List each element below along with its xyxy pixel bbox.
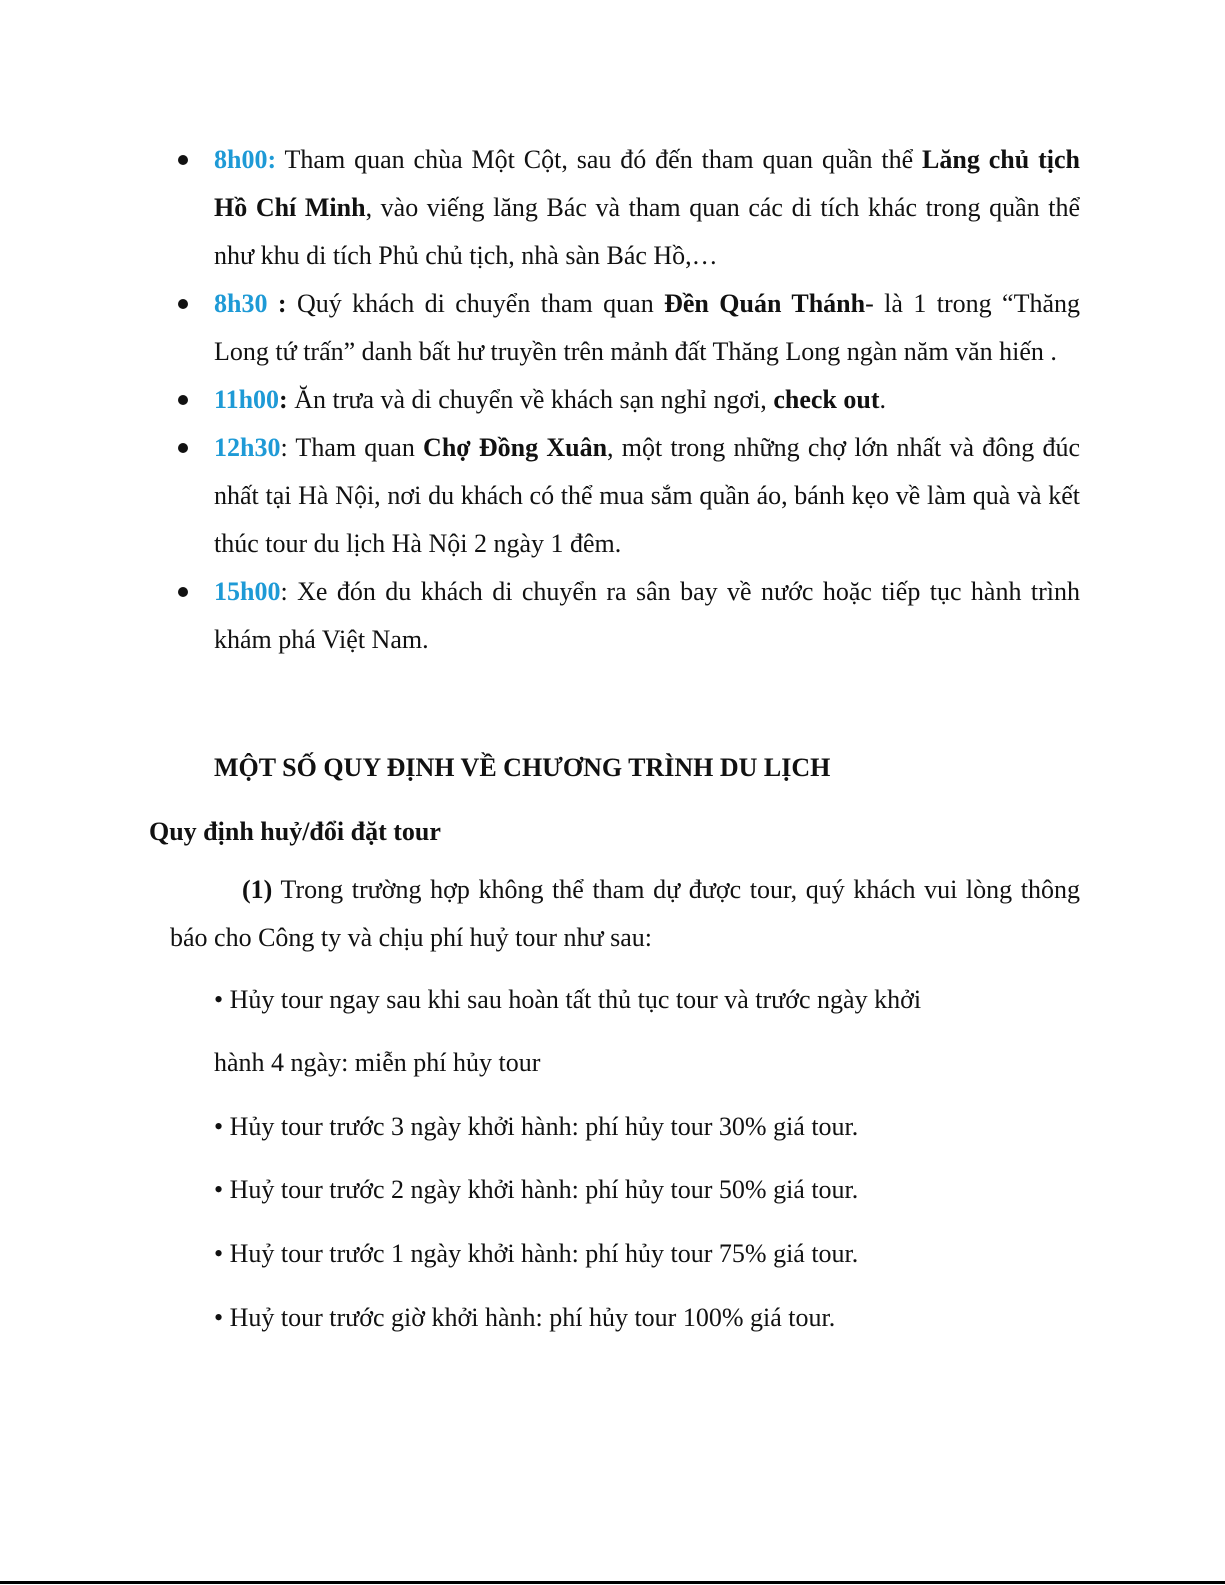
schedule-text: Ăn trưa và di chuyển về khách sạn nghỉ ngơi, xyxy=(287,385,774,414)
rule-line: • Huỷ tour trước 2 ngày khởi hành: phí hủy tour 50% giá tour. xyxy=(214,1175,859,1204)
schedule-time: 8h00: xyxy=(214,145,277,174)
schedule-text: - là 1 trong “Thăng Long tứ trấn” danh bất hư truyền trên mảnh đất Thăng Long ngàn năm văn hiến . xyxy=(214,289,1081,366)
schedule-colon: : xyxy=(279,385,288,414)
rule-line: • Hủy tour ngay sau khi sau hoàn tất thủ tục tour và trước ngày khởi xyxy=(214,985,922,1014)
schedule-highlight: Lăng chủ tịch Hồ Chí Minh xyxy=(214,145,1080,222)
schedule-time: 15h00 xyxy=(214,577,281,606)
schedule-highlight: Đền Quán Thánh xyxy=(664,289,866,318)
paragraph-text: Trong trường hợp không thể tham dự được tour, quý khách vui lòng thông báo cho Công ty và chịu phí huỷ tour như sau: xyxy=(170,875,1080,952)
schedule-item-1500 xyxy=(214,568,1080,664)
schedule-time: 11h00 xyxy=(214,385,280,414)
rule-line: • Huỷ tour trước 1 ngày khởi hành: phí hủy tour 75% giá tour. xyxy=(214,1239,859,1268)
schedule-item-1230 xyxy=(214,424,1080,568)
schedule-text: : Tham quan xyxy=(280,433,424,462)
schedule-text: Quý khách di chuyển tham quan xyxy=(286,289,665,318)
schedule-colon: : xyxy=(267,289,287,318)
schedule-time: 12h30 xyxy=(214,433,281,462)
section-title: MỘT SỐ QUY ĐỊNH VỀ CHƯƠNG TRÌNH DU LỊCH xyxy=(214,753,831,782)
schedule-item-0800 xyxy=(214,136,1080,280)
schedule-text: . xyxy=(879,385,886,414)
page-bottom-rule xyxy=(0,1581,1225,1584)
rule-line: • Huỷ tour trước giờ khởi hành: phí hủy tour 100% giá tour. xyxy=(214,1303,836,1332)
schedule-highlight: check out xyxy=(773,385,880,414)
rule-line: • Hủy tour trước 3 ngày khởi hành: phí hủy tour 30% giá tour. xyxy=(214,1112,859,1141)
schedule-text: Tham quan chùa Một Cột, sau đó đến tham quan quần thể xyxy=(276,145,923,174)
schedule-list xyxy=(214,136,1080,664)
paragraph-number: (1) xyxy=(242,875,273,904)
cancellation-paragraph xyxy=(170,866,1080,962)
schedule-text: , một trong những chợ lớn nhất và đông đúc nhất tại Hà Nội, nơi du khách có thể mua sắm quần áo, bánh kẹo về làm quà và kết thúc tour du lịch Hà Nội 2 ngày 1 đêm. xyxy=(214,433,1080,558)
schedule-item-0830 xyxy=(214,280,1080,376)
schedule-text: : Xe đón du khách di chuyển ra sân bay về nước hoặc tiếp tục hành trình khám phá Việt Nam. xyxy=(214,577,1080,654)
sub-title: Quy định huỷ/đổi đặt tour xyxy=(149,817,441,846)
rule-line: hành 4 ngày: miễn phí hủy tour xyxy=(214,1048,541,1077)
schedule-time: 8h30 xyxy=(214,289,268,318)
schedule-text: , vào viếng lăng Bác và tham quan các di tích khác trong quần thể như khu di tích Phủ chủ tịch, nhà sàn Bác Hồ,… xyxy=(214,193,1081,270)
schedule-highlight: Chợ Đồng Xuân xyxy=(423,433,608,462)
schedule-item-1100 xyxy=(214,376,1080,424)
